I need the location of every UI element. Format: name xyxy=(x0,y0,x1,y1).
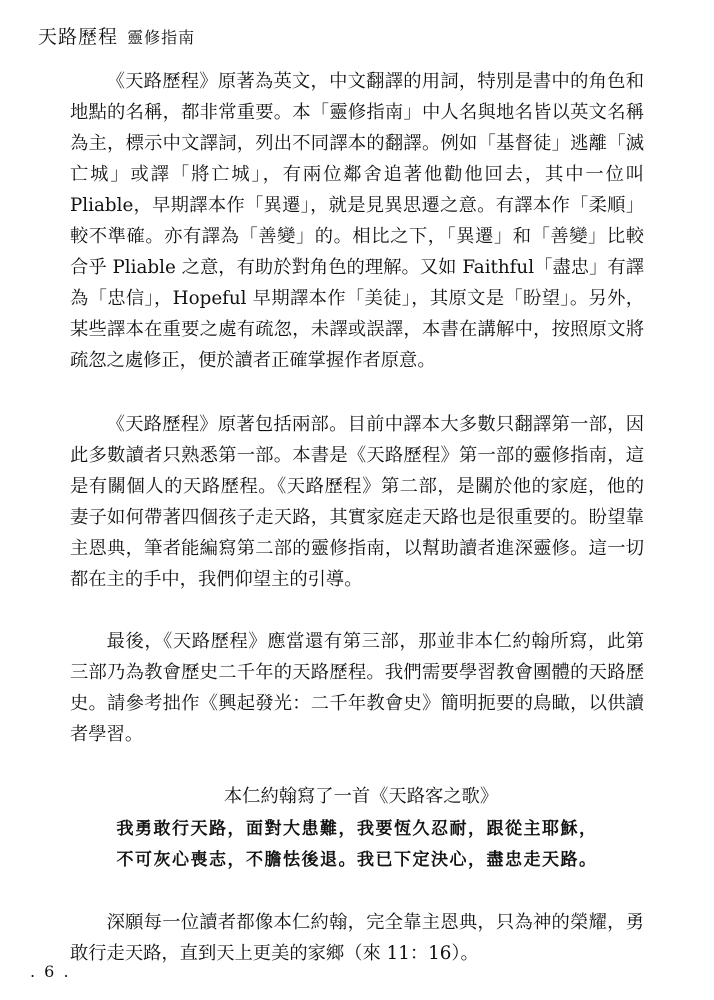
header-book-title: 天路歷程 xyxy=(38,26,119,48)
page-body xyxy=(70,66,644,969)
header-subtitle: 靈修指南 xyxy=(127,28,196,47)
poem-title: 本仁約翰寫了一首《天路客之歌》 xyxy=(223,786,499,807)
poem-block xyxy=(70,783,644,876)
poem-line: 我勇敢行天路，面對大患難，我要恆久忍耐，跟從主耶穌， xyxy=(116,819,598,839)
poem-line: 不可灰心喪志，不膽怯後退。我已下定決心，盡忠走天路。 xyxy=(116,850,598,870)
paragraph-translation-notes: 《天路歷程》原著為英文，中文翻譯的用詞，特別是書中的角色和地點的名稱，都非常重要。本「靈修指南」中人名與地名皆以英文名稱為主，標示中文譯詞，列出不同譯本的翻譯。例如「基督徒」逃離「滅亡城」或譯「將亡城」，有兩位鄰舍追著他勸他回去，其中一位叫 Pliable，早期譯本作「異遷」，就是見異思遷之意。有譯本作「柔順」較不準確。亦有譯為「善變」的。相比之下，「異遷」和「善變」比較合乎 Pliable 之意，有助於對角色的理解。又如 Faithful「盡忠」有譯為「忠信」，Hopeful 早期譯本作「美徒」，其原文是「盼望」。另外，某些譯本在重要之處有疏忽，未譯或誤譯，本書在講解中，按照原文將疏忽之處修正，便於讀者正確掌握作者原意。 xyxy=(70,71,644,371)
paragraph-two-parts: 《天路歷程》原著包括兩部。目前中譯本大多數只翻譯第一部，因此多數讀者只熟悉第一部。本書是《天路歷程》第一部的靈修指南，這是有關個人的天路歷程。《天路歷程》第二部，是關於他的家庭，他的妻子如何帶著四個孩子走天路，其實家庭走天路也是很重要的。盼望靠主恩典，筆者能編寫第二部的靈修指南，以幫助讀者進深靈修。這一切都在主的手中，我們仰望主的引導。 xyxy=(70,414,644,590)
paragraph-third-part: 最後，《天路歷程》應當還有第三部，那並非本仁約翰所寫，此第三部乃為教會歷史二千年的天路歷程。我們需要學習教會團體的天路歷史。請參考拙作《興起發光：二千年教會史》簡明扼要的鳥瞰，以供讀者學習。 xyxy=(70,631,644,745)
paragraph-closing: 深願每一位讀者都像本仁約翰，完全靠主恩典，只為神的榮耀，勇敢行走天路，直到天上更美的家鄉（來 11：16）。 xyxy=(70,912,644,964)
page-number: . 6 . xyxy=(30,962,71,981)
running-header xyxy=(38,22,195,49)
